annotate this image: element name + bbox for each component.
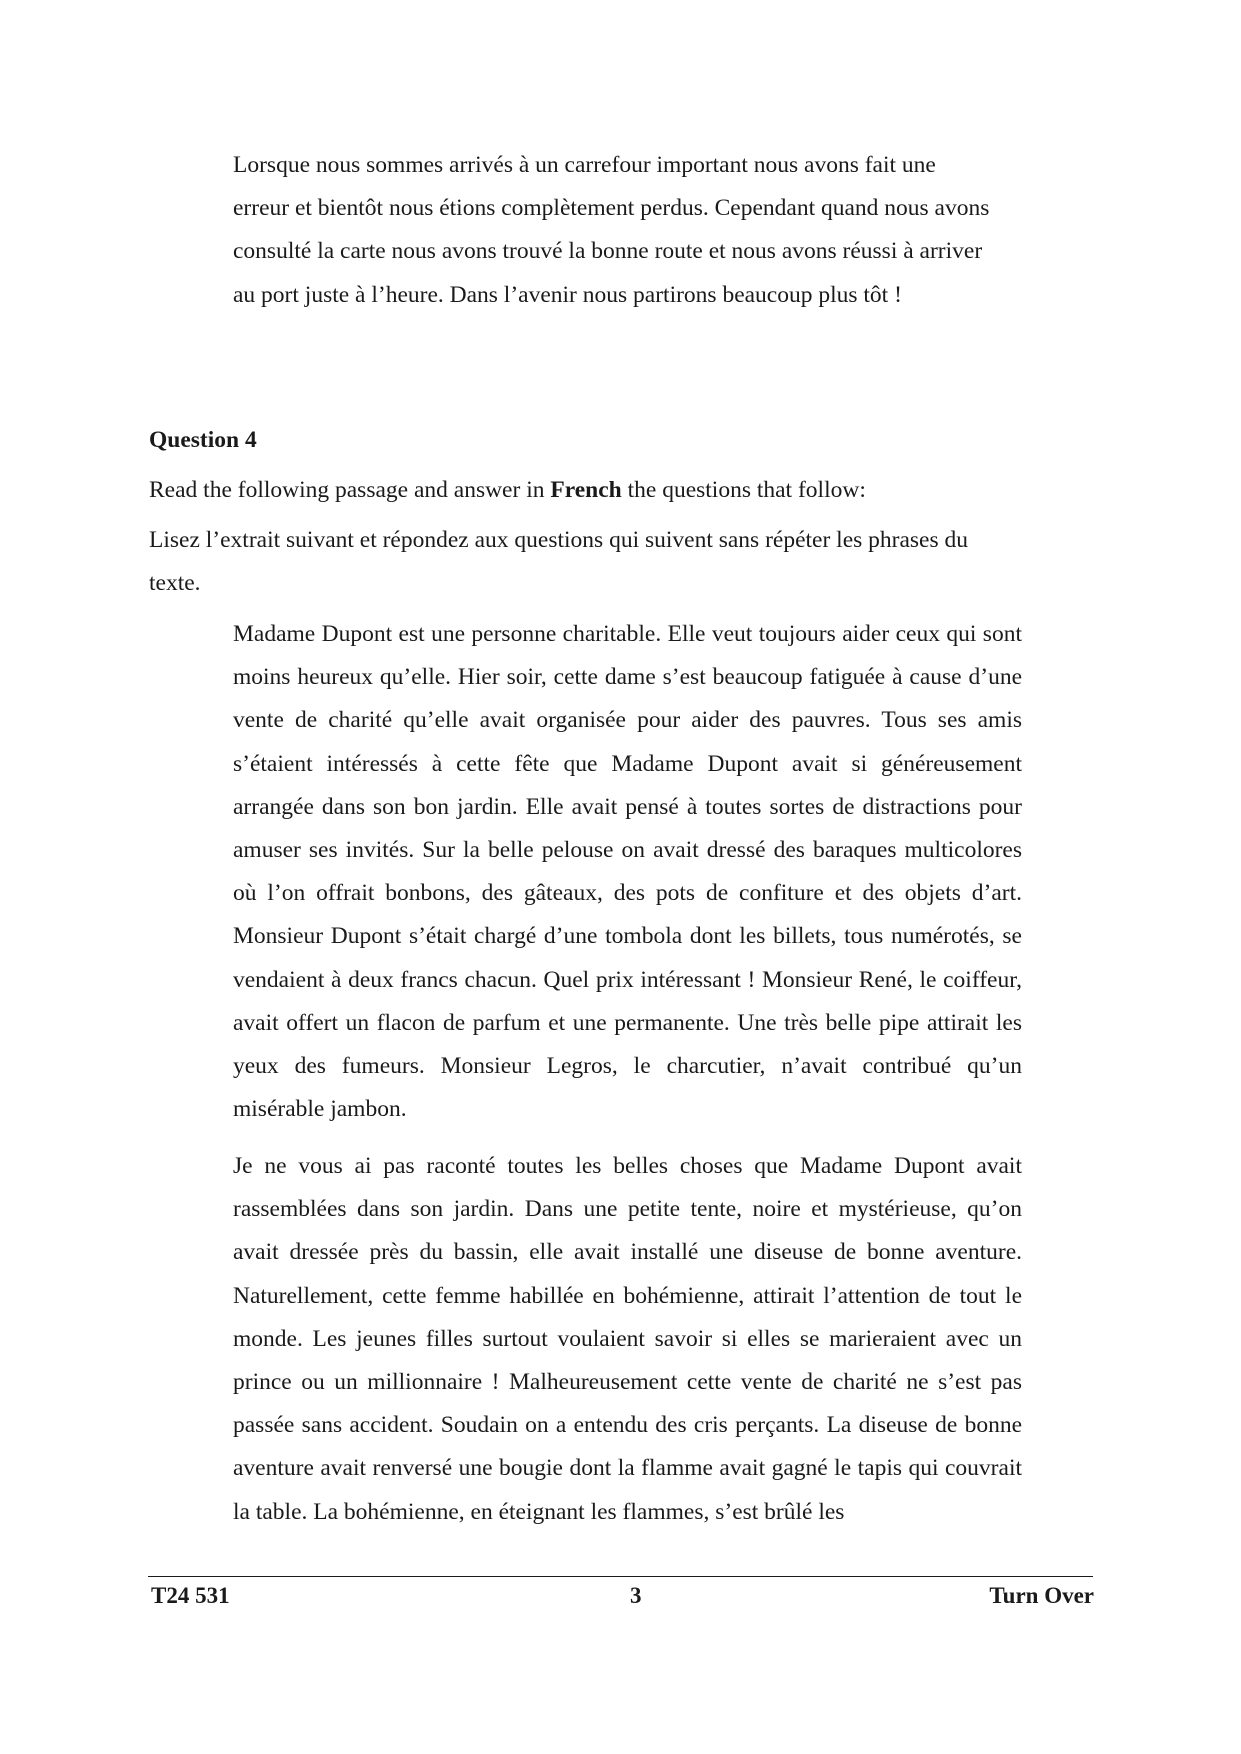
footer-divider (148, 1576, 1093, 1577)
passage-paragraph-2 (233, 1145, 1022, 1534)
instruction-french: Lisez l’extrait suivant et répondez aux questions qui suivent sans répéter les phrases du texte. (149, 527, 969, 596)
instruction-english-end: the questions that follow: (621, 477, 866, 503)
footer-paper-code: T24 531 (151, 1583, 230, 1608)
passage-paragraph-2-text: Je ne vous ai pas raconté toutes les belles choses que Madame Dupont avait rassemblées dans son jardin. Dans une petite tente, noire et mystérieuse, qu’on avait dressée près du bassin, elle avait installé une diseuse de bonne aventure. Naturellement, cette femme habillée en bohémienne, attirait l’attention de tout le monde. Les jeunes filles surtout voulaient savoir si elles se marieraient avec un prince ou un millionnaire ! Malheureusement cette vente de charité ne s’est pas passée sans accident. Soudain on a entendu des cris perçants. La diseuse de bonne aventure avait renversé une bougie dont la flamme avait gagné le tapis qui couvrait la table. La bohémienne, en éteignant les flammes, s’est brûlé les (233, 1153, 1022, 1525)
question-title: Question 4 (149, 427, 257, 453)
footer-page-number: 3 (630, 1583, 642, 1608)
instruction-english-start: Read the following passage and answer in (149, 477, 551, 503)
instruction-english-language: French (550, 477, 622, 503)
footer-turn-over: Turn Over (989, 1583, 1094, 1608)
carryover-passage (233, 144, 997, 317)
instruction-english (149, 469, 999, 512)
carryover-paragraph: Lorsque nous sommes arrivés à un carrefour important nous avons fait une erreur et bientôt nous étions complètement perdus. Cependant quand nous avons consulté la carte nous avons trouvé la bonne route et nous avons réussi à arriver au port juste à l’heure. Dans l’avenir nous partirons beaucoup plus tôt ! (233, 152, 990, 308)
passage-paragraph-1-text: Madame Dupont est une personne charitable. Elle veut toujours aider ceux qui sont moins heureux qu’elle. Hier soir, cette dame s’est beaucoup fatiguée à cause d’une vente de charité qu’elle avait organisée pour aider des pauvres. Tous ses amis s’étaient intéressés à cette fête que Madame Dupont avait si généreusement arrangée dans son bon jardin. Elle avait pensé à toutes sortes de distractions pour amuser ses invités. Sur la belle pelouse on avait dressé des baraques multicolores où l’on offrait bonbons, des gâteaux, des pots de confiture et des objets d’art. Monsieur Dupont s’était chargé d’une tombola dont les billets, tous numérotés, se vendaient à deux francs chacun. Quel prix intéressant ! Monsieur René, le coiffeur, avait offert un flacon de parfum et une permanente. Une très belle pipe attirait les yeux des fumeurs. Monsieur Legros, le charcutier, n’avait contribué qu’un misérable jambon. (233, 621, 1022, 1123)
passage-paragraph-1 (233, 613, 1022, 1131)
